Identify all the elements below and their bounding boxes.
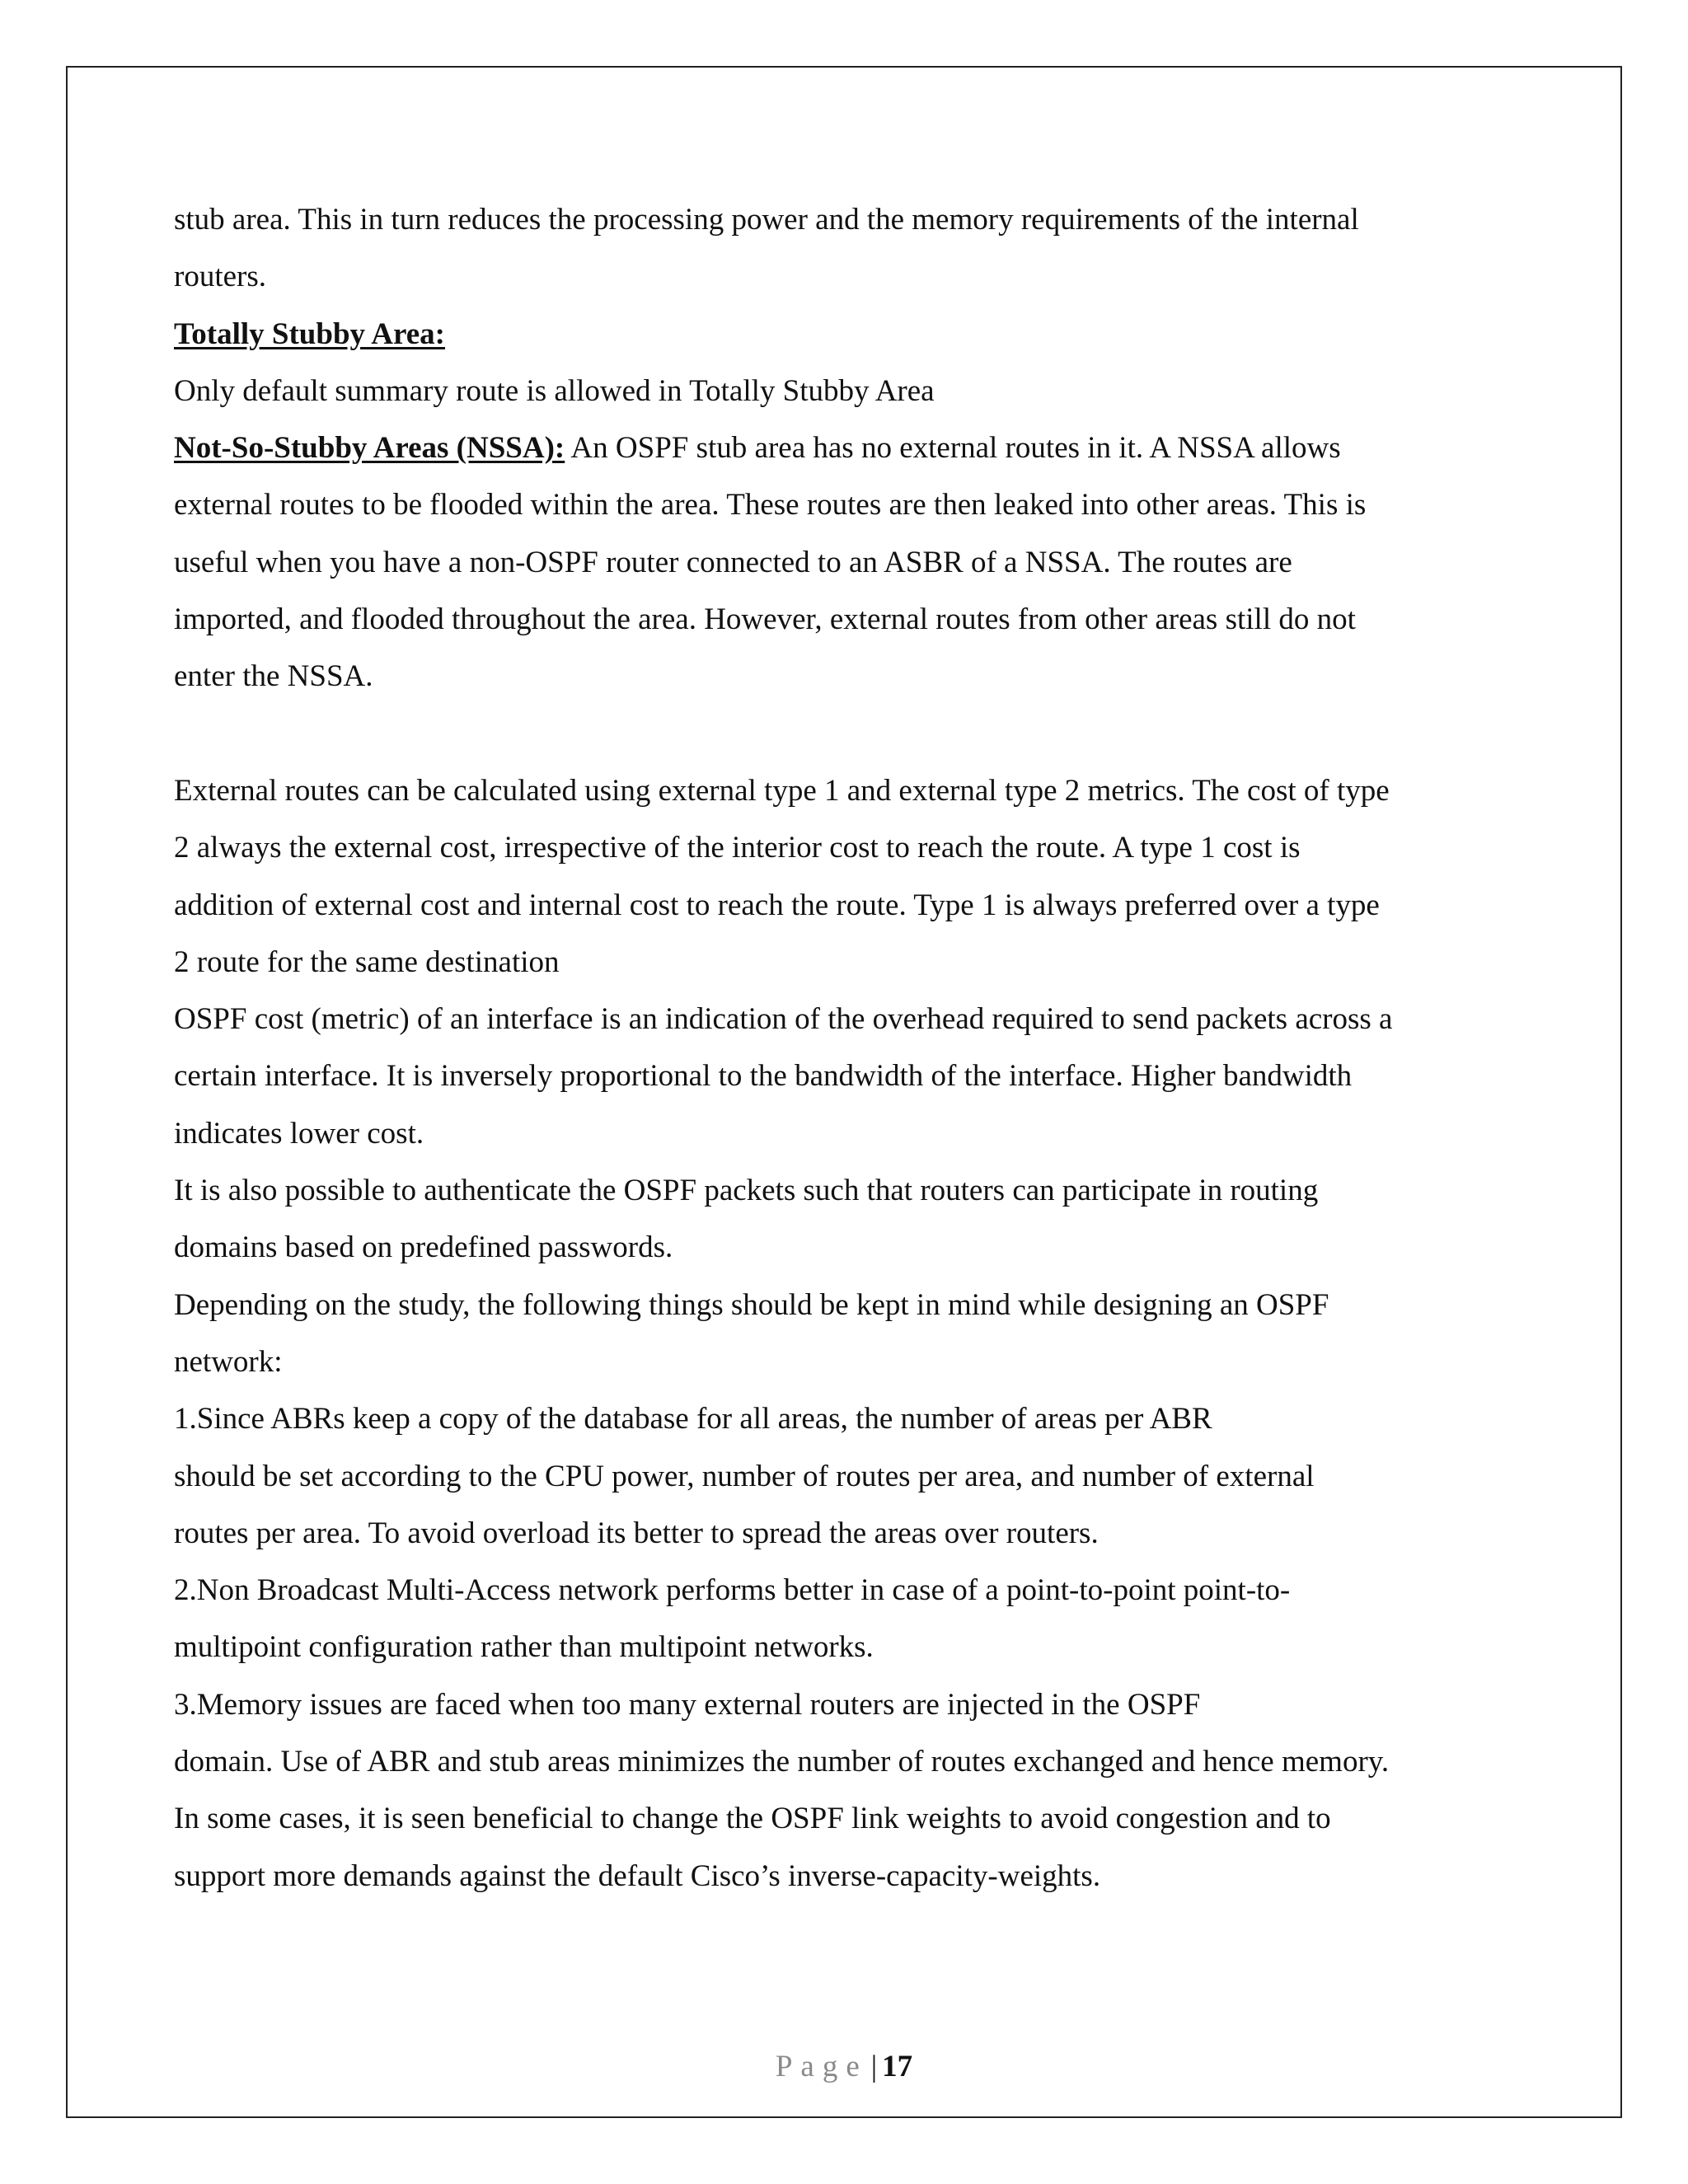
text-line: indicates lower cost. xyxy=(174,1116,424,1151)
text-line: external routes to be flooded within the area. These routes are then leaked into other areas. This is xyxy=(174,488,1367,523)
nssa-first-line xyxy=(174,419,1509,476)
text-line: 2 route for the same destination xyxy=(174,944,560,979)
page-footer xyxy=(0,2042,1688,2092)
text-line: It is also possible to authenticate the OSPF packets such that routers can participate in routing xyxy=(174,1174,1319,1208)
text-line: imported, and flooded throughout the area. However, external routes from other areas still do not xyxy=(174,602,1356,637)
text-line: Only default summary route is allowed in Totally Stubby Area xyxy=(174,373,935,408)
text-line: stub area. This in turn reduces the processing power and the memory requirements of the internal xyxy=(174,203,1359,237)
text-line: useful when you have a non-OSPF router connected to an ASBR of a NSSA. The routes are xyxy=(174,545,1292,579)
text-line: support more demands against the default Cisco’s inverse-capacity-weights. xyxy=(174,1858,1101,1893)
document-body xyxy=(174,191,1509,1905)
text-line: 2 always the external cost, irrespective of the interior cost to reach the route. A type 1 cost is xyxy=(174,831,1301,865)
text-line: 2.Non Broadcast Multi-Access network performs better in case of a point-to-point point-to- xyxy=(174,1573,1291,1608)
text-line: multipoint configuration rather than multipoint networks. xyxy=(174,1630,874,1665)
text-line: domain. Use of ABR and stub areas minimizes the number of routes exchanged and hence memory. xyxy=(174,1745,1390,1779)
text-line: 1.Since ABRs keep a copy of the database for all areas, the number of areas per ABR xyxy=(174,1402,1212,1436)
text-line: enter the NSSA. xyxy=(174,659,373,694)
heading-totally-stubby-area: Totally Stubby Area: xyxy=(174,316,445,351)
page-label: Page xyxy=(775,2050,868,2083)
page-number: 17 xyxy=(882,2050,913,2083)
nssa-first-line-text: An OSPF stub area has no external routes in it. A NSSA allows xyxy=(565,431,1341,466)
text-line: External routes can be calculated using external type 1 and external type 2 metrics. The cost of type xyxy=(174,773,1390,808)
text-line: Depending on the study, the following things should be kept in mind while designing an OSPF xyxy=(174,1287,1329,1322)
text-line: should be set according to the CPU power, number of routes per area, and number of external xyxy=(174,1459,1315,1493)
text-line: In some cases, it is seen beneficial to change the OSPF link weights to avoid congestion and to xyxy=(174,1802,1331,1836)
text-line: OSPF cost (metric) of an interface is an indication of the overhead required to send packets across a xyxy=(174,1002,1393,1037)
text-line: network: xyxy=(174,1344,283,1379)
page-separator: | xyxy=(870,2050,878,2083)
text-line: addition of external cost and internal cost to reach the route. Type 1 is always preferred over a type xyxy=(174,888,1380,922)
text-line: routers. xyxy=(174,260,266,294)
text-line: routes per area. To avoid overload its better to spread the areas over routers. xyxy=(174,1516,1099,1550)
heading-nssa: Not-So-Stubby Areas (NSSA): xyxy=(174,431,565,466)
paragraph-gap xyxy=(174,705,1509,762)
text-line: domains based on predefined passwords. xyxy=(174,1230,673,1265)
text-line: 3.Memory issues are faced when too many external routers are injected in the OSPF xyxy=(174,1687,1201,1722)
text-line: certain interface. It is inversely proportional to the bandwidth of the interface. Higher bandwidth xyxy=(174,1059,1353,1094)
